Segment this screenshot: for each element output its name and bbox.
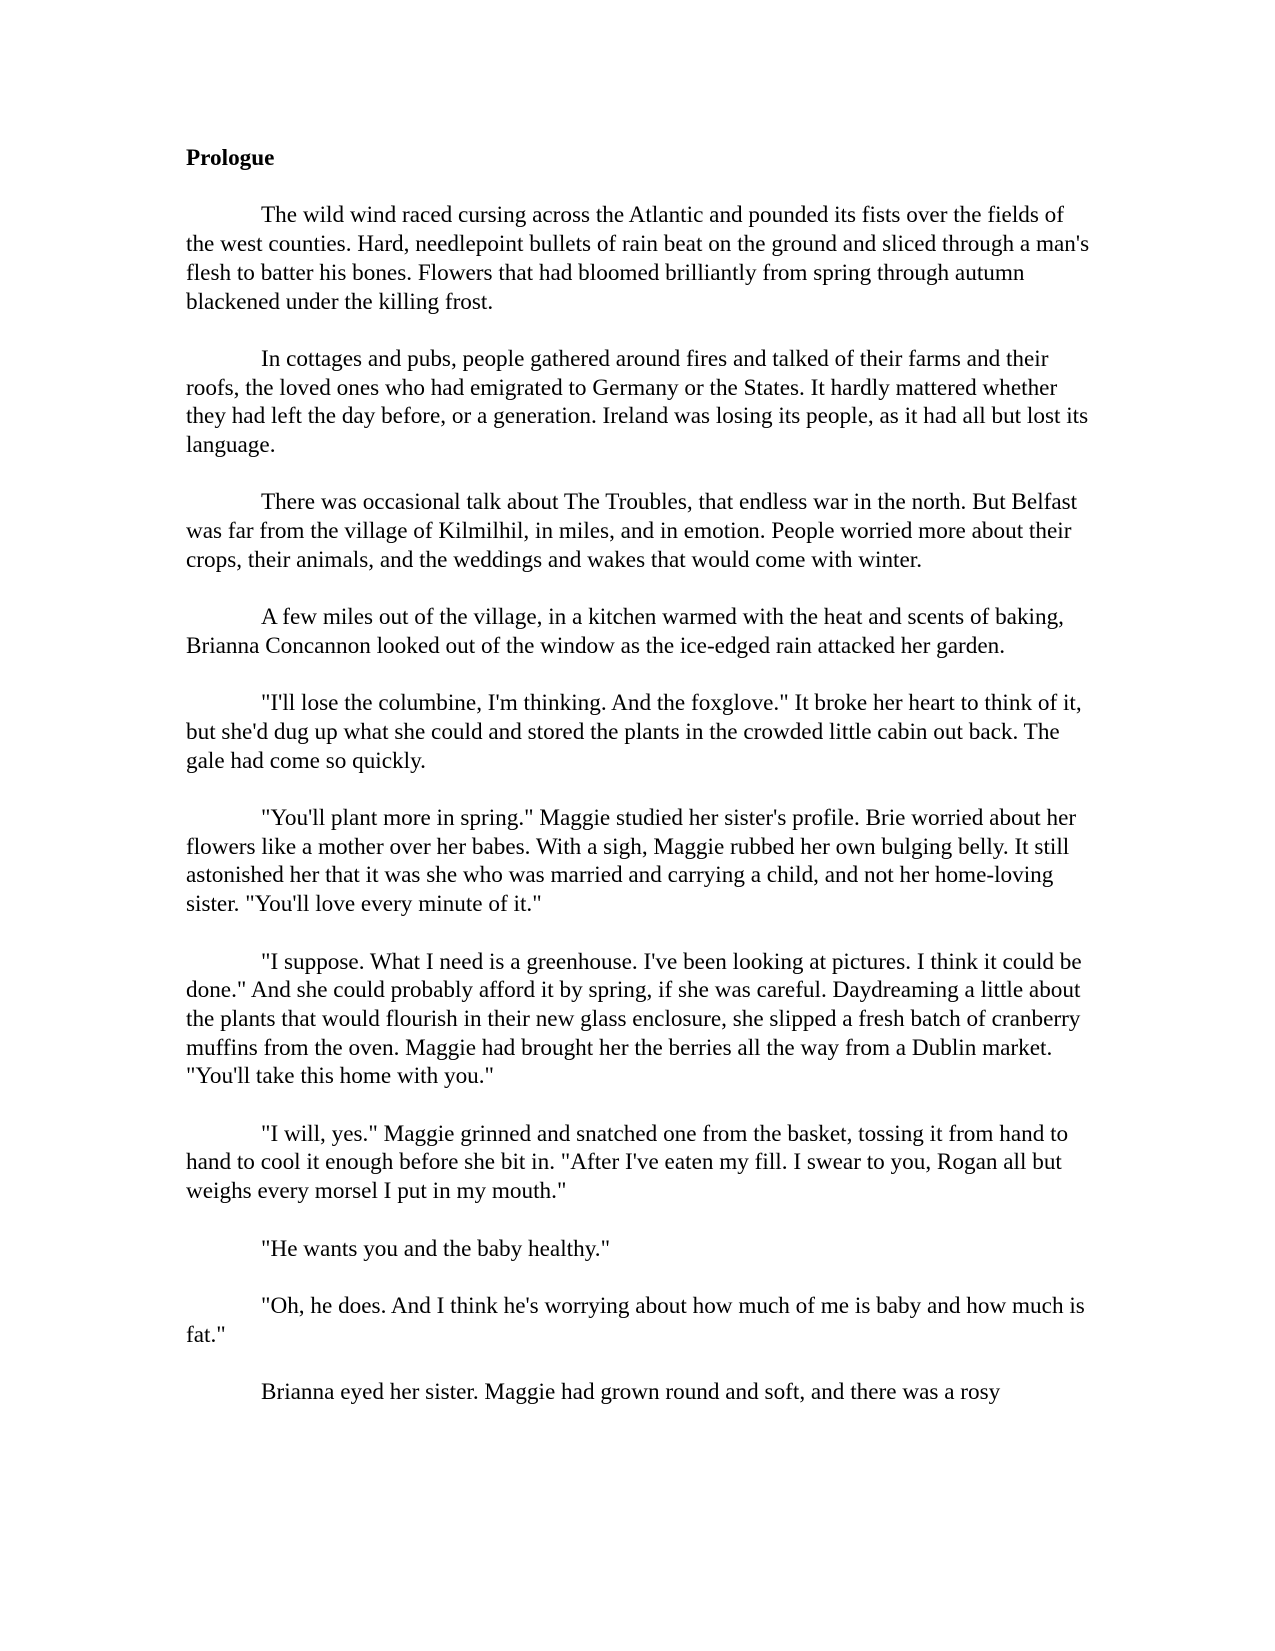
paragraph: "You'll plant more in spring." Maggie studied her sister's profile. Brie worried about her flowers like a mother over her babes. With a sigh, Maggie rubbed her own bulging belly. It still astonished her that it was she who was married and carrying a child, and not her home-loving sister. "You'll love every minute of it." [186,805,1077,918]
paragraph: "I will, yes." Maggie grinned and snatched one from the basket, tossing it from hand to hand to cool it enough before she bit in. "After I've eaten my fill. I swear to you, Rogan all but weighs every morsel I put in my mouth." [186,1120,1069,1205]
paragraph: "Oh, he does. And I think he's worrying about how much of me is baby and how much is fat." [186,1292,1085,1348]
paragraph: The wild wind raced cursing across the Atlantic and pounded its fists over the fields of the west counties. Hard, needlepoint bullets of rain beat on the ground and sliced through a man's flesh to batter his bones. Flowers that had bloomed brilliantly from spring through autumn blackened under the killing frost. [186,202,1090,315]
document-body [186,144,1090,1435]
paragraph: There was occasional talk about The Troubles, that endless war in the north. But Belfast was far from the village of Kilmilhil, in miles, and in emotion. People worried more about their crops, their animals, and the weddings and wakes that would come with winter. [186,489,1078,573]
paragraph: "He wants you and the baby healthy." [261,1235,611,1262]
paragraph: "I'll lose the columbine, I'm thinking. And the foxglove." It broke her heart to think of it, but she'd dug up what she could and stored the plants in the crowded little cabin out back. The gale had come so quickly. [186,690,1082,774]
paragraph: In cottages and pubs, people gathered around fires and talked of their farms and their roofs, the loved ones who had emigrated to Germany or the States. It hardly mattered whether they had left the day before, or a generation. Ireland was losing its people, as it had all but lost its language. [186,345,1089,458]
paragraph: "I suppose. What I need is a greenhouse. I've been looking at pictures. I think it could be done." And she could probably afford it by spring, if she was careful. Daydreaming a little about the plants that would flourish in their new glass enclosure, she slipped a fresh batch of cranberry muffins from the oven. Maggie had brought her the berries all the way from a Dublin market. "You'll take this home with you." [186,948,1082,1090]
chapter-title: Prologue [186,145,275,171]
paragraph: Brianna eyed her sister. Maggie had grown round and soft, and there was a rosy [261,1379,1001,1406]
paragraph: A few miles out of the village, in a kitchen warmed with the heat and scents of baking, Brianna Concannon looked out of the window as the ice-edged rain attacked her garden. [186,604,1064,659]
